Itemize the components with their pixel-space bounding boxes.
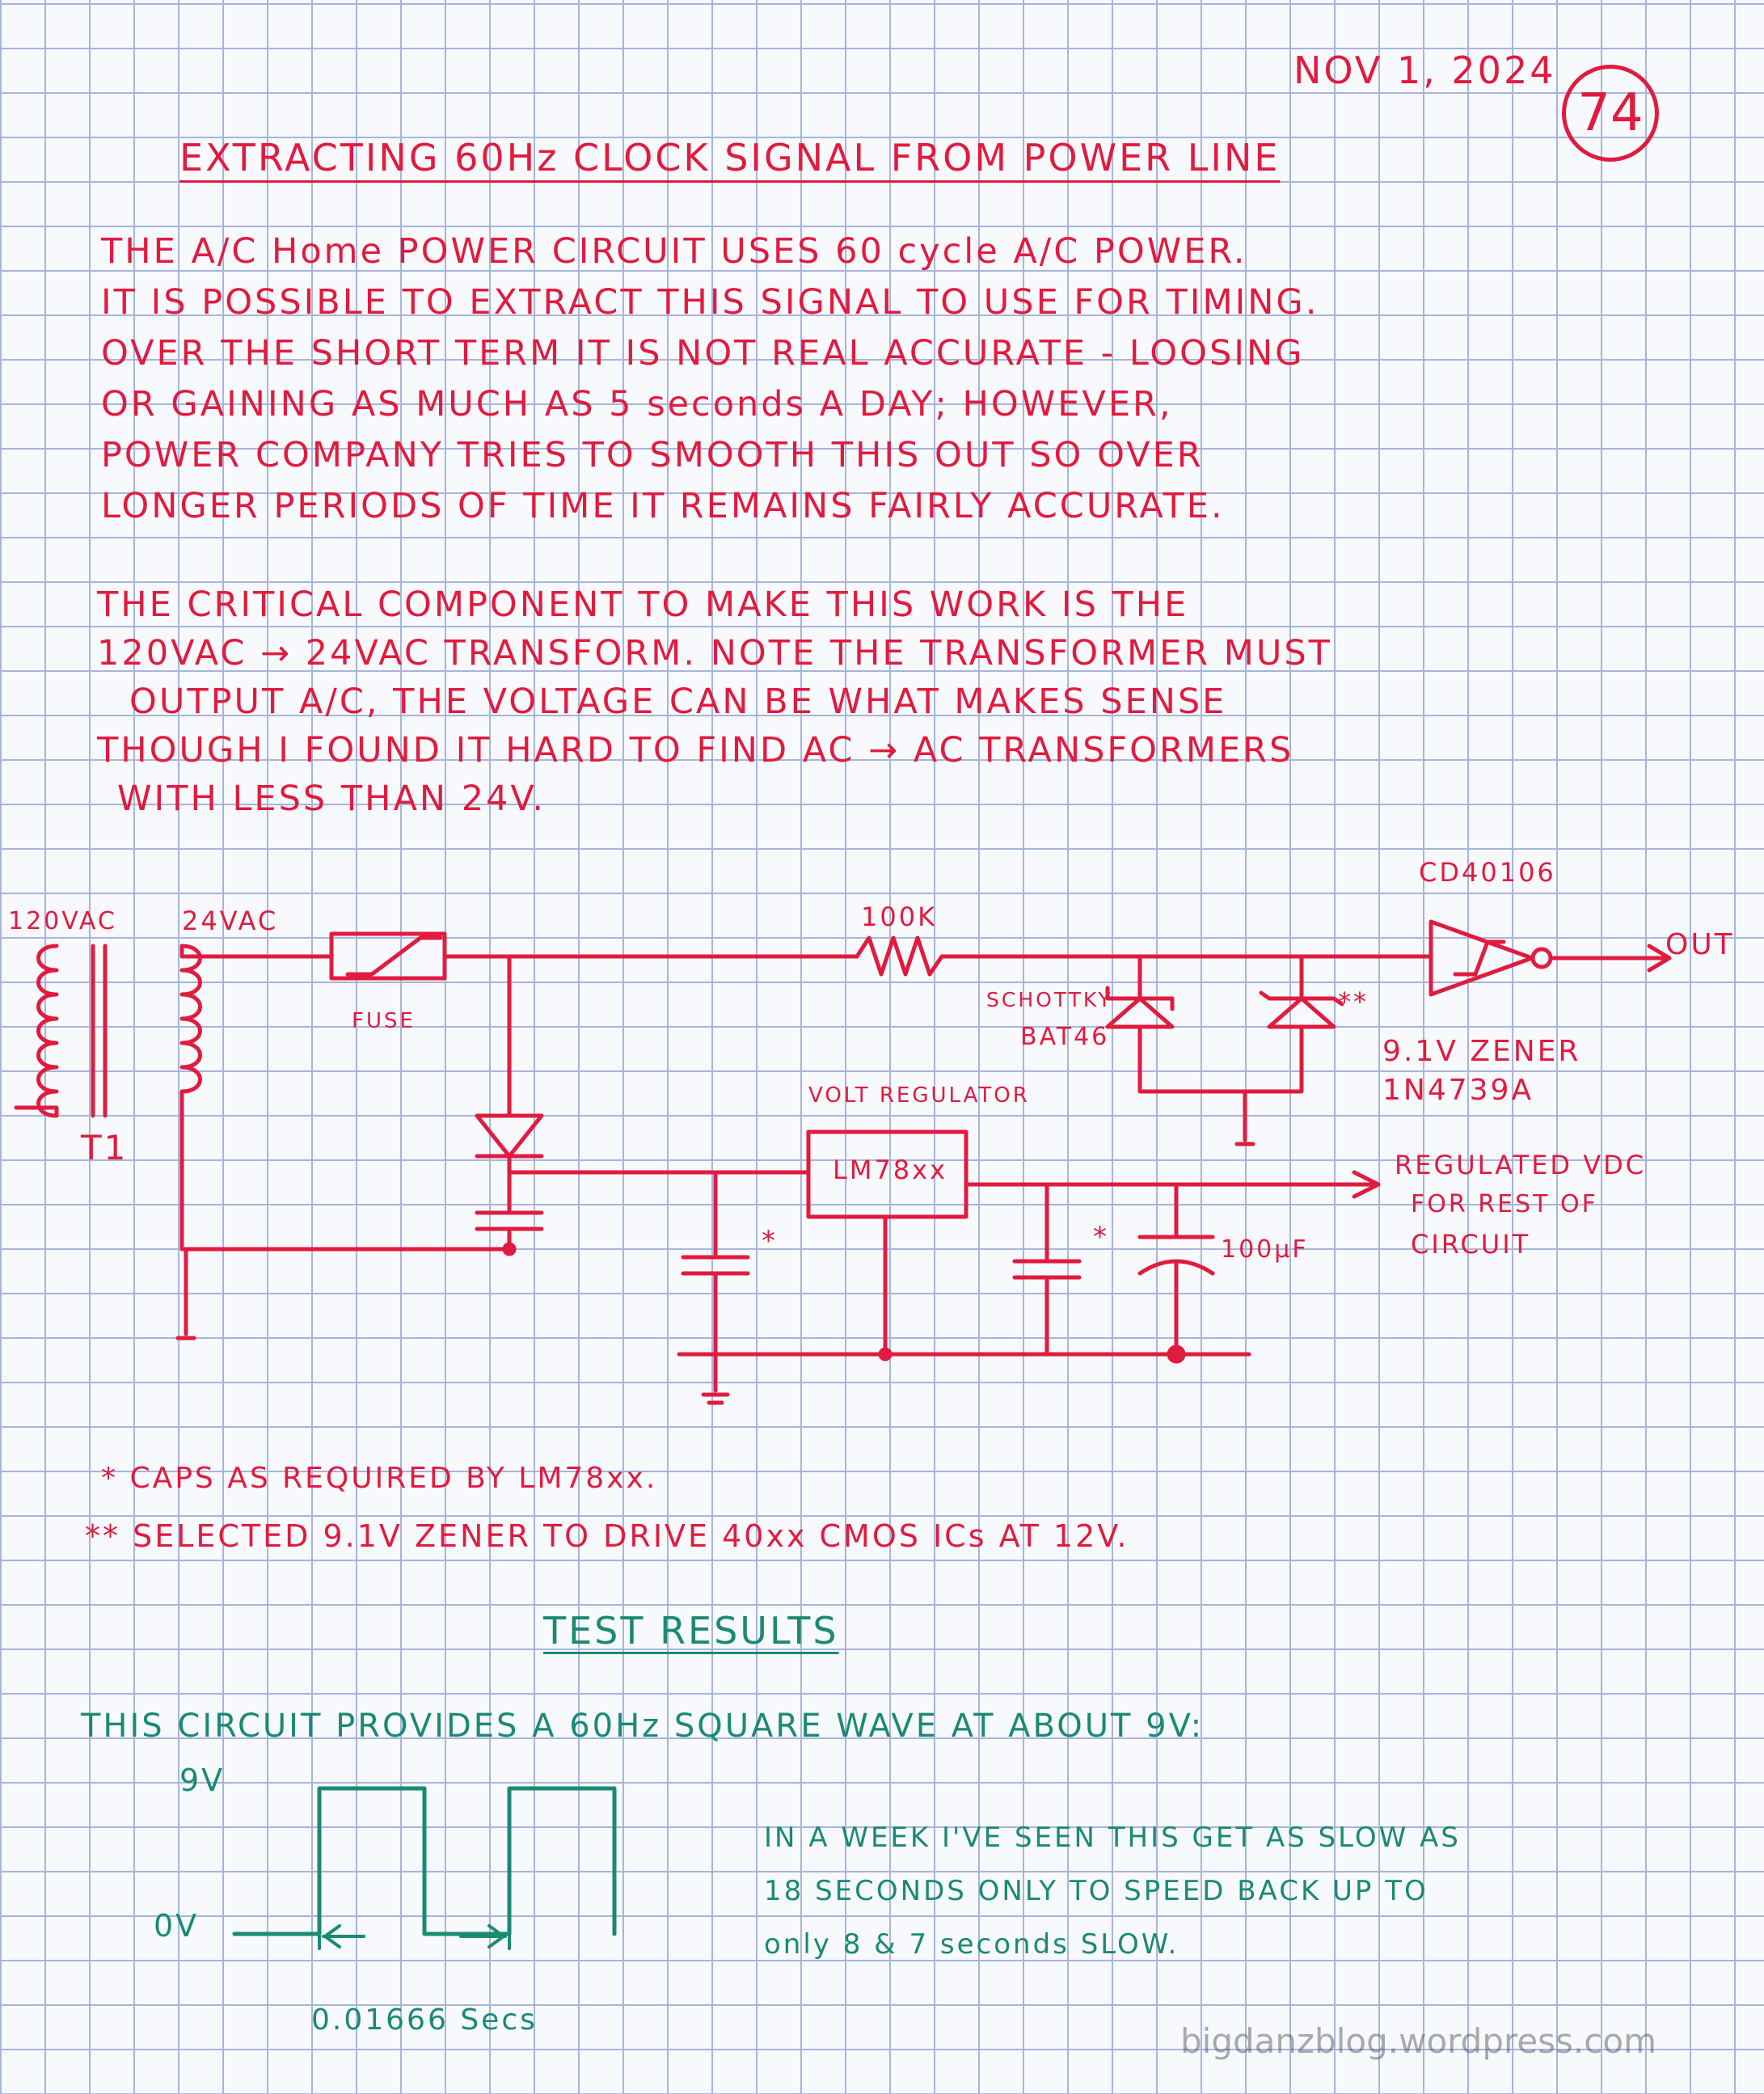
intro-line: THE A/C Home POWER CIRCUIT USES 60 cycle A/C POWER. <box>101 231 1247 272</box>
intro-line: POWER COMPANY TRIES TO SMOOTH THIS OUT SO OVER <box>101 435 1204 475</box>
wave-period-label: 0.01666 Secs <box>311 2003 538 2037</box>
label-zener-part: 1N4739A <box>1382 1074 1534 1107</box>
observation-line: IN A WEEK I'VE SEEN THIS GET AS SLOW AS <box>764 1822 1461 1854</box>
critical-line: THOUGH I FOUND IT HARD TO FIND AC → AC TRANSFORMERS <box>97 730 1294 770</box>
label-regulated-3: CIRCUIT <box>1411 1229 1531 1260</box>
intro-line: IT IS POSSIBLE TO EXTRACT THIS SIGNAL TO USE FOR TIMING. <box>101 282 1319 323</box>
label-resistor: 100K <box>861 901 938 932</box>
label-ic: CD40106 <box>1419 857 1556 888</box>
label-out: OUT <box>1665 928 1735 961</box>
wave-high-label: 9V <box>179 1763 226 1798</box>
transformer-secondary-coil <box>182 946 200 1100</box>
rectifier-diode <box>477 1116 542 1156</box>
label-fuse: FUSE <box>352 1009 416 1033</box>
critical-line: THE CRITICAL COMPONENT TO MAKE THIS WORK IS THE <box>97 585 1189 625</box>
note-caps: * CAPS AS REQUIRED BY LM78xx. <box>101 1462 658 1495</box>
label-t1: T1 <box>81 1128 129 1167</box>
watermark: bigdanzblog.wordpress.com <box>1180 2021 1656 2061</box>
label-bat46: BAT46 <box>1020 1023 1110 1051</box>
label-cap-mark-1: * <box>762 1225 778 1257</box>
label-regulator: LM78xx <box>833 1155 948 1185</box>
inverter-bubble <box>1533 949 1551 967</box>
square-wave <box>234 1788 614 1934</box>
note-zener: ** SELECTED 9.1V ZENER TO DRIVE 40xx CMOS ICs AT 12V. <box>85 1518 1129 1554</box>
wave-low-label: 0V <box>154 1908 200 1944</box>
wire <box>182 1100 509 1249</box>
label-regulator-title: VOLT REGULATOR <box>808 1083 1030 1108</box>
results-heading: TEST RESULTS <box>543 1609 839 1653</box>
page-title: EXTRACTING 60Hz CLOCK SIGNAL FROM POWER LINE <box>179 136 1281 179</box>
label-120vac: 120VAC <box>8 907 117 935</box>
label-schottky: SCHOTTKY <box>986 988 1113 1011</box>
label-zener-mark: ** <box>1338 986 1369 1017</box>
label-cap-value: 100µF <box>1221 1235 1309 1264</box>
junction <box>504 1244 514 1254</box>
junction <box>1169 1347 1184 1362</box>
transformer-primary-coil <box>16 946 57 1116</box>
fuse-element <box>348 938 441 974</box>
label-24vac: 24VAC <box>182 906 279 936</box>
observation-line: only 8 & 7 seconds SLOW. <box>764 1928 1180 1961</box>
intro-line: OR GAINING AS MUCH AS 5 seconds A DAY; HOWEVER, <box>101 384 1173 424</box>
page-number: 74 <box>1562 65 1659 162</box>
results-summary: THIS CIRCUIT PROVIDES A 60Hz SQUARE WAVE AT ABOUT 9V: <box>81 1708 1205 1745</box>
date: NOV 1, 2024 <box>1293 49 1556 92</box>
intro-line: LONGER PERIODS OF TIME IT REMAINS FAIRLY ACCURATE. <box>101 486 1225 526</box>
resistor <box>857 938 954 974</box>
results-observation <box>764 1811 1461 1971</box>
zener-diode <box>1261 993 1342 1027</box>
critical-line: WITH LESS THAN 24V. <box>117 779 546 819</box>
wire <box>1140 1027 1302 1091</box>
label-zener: 9.1V ZENER <box>1382 1035 1581 1068</box>
observation-line: 18 SECONDS ONLY TO SPEED BACK UP TO <box>764 1875 1429 1907</box>
label-cap-mark-2: * <box>1093 1221 1109 1253</box>
fuse <box>331 934 445 978</box>
label-regulated-1: REGULATED VDC <box>1395 1150 1647 1180</box>
critical-line: 120VAC → 24VAC TRANSFORM. NOTE THE TRANSFORMER MUST <box>97 633 1332 673</box>
wire <box>182 946 331 956</box>
junction <box>880 1349 890 1359</box>
label-regulated-2: FOR REST OF <box>1411 1190 1598 1218</box>
intro-line: OVER THE SHORT TERM IT IS NOT REAL ACCURATE - LOOSING <box>101 333 1305 374</box>
critical-line: OUTPUT A/C, THE VOLTAGE CAN BE WHAT MAKES SENSE <box>129 682 1227 722</box>
